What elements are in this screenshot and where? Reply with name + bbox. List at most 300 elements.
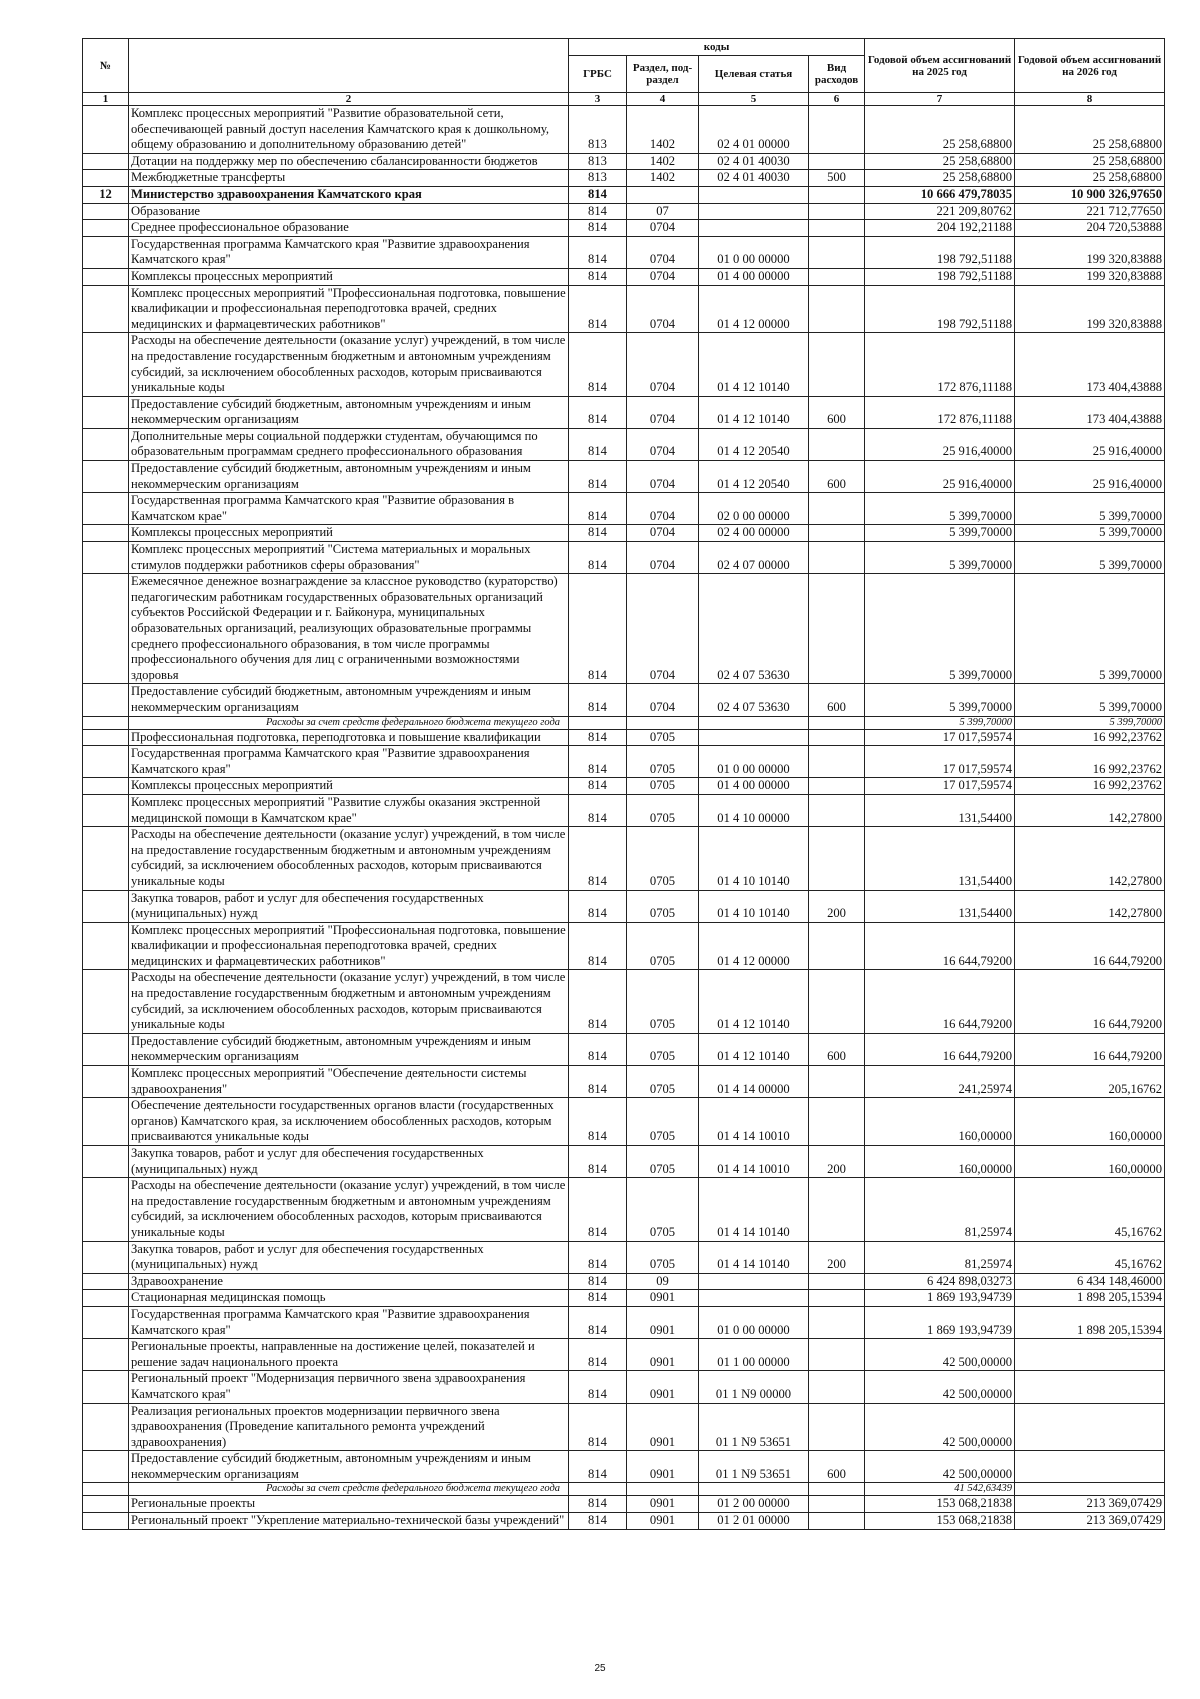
row-amount-2025: 221 209,80762 [865, 203, 1015, 220]
row-name: Комплекс процессных мероприятий "Профессиональная подготовка, повышение квалификации и профессиональная переподготовка врачей, средних медицинских и фармацевтических работников" [129, 922, 569, 970]
row-expense-type: 600 [809, 1451, 865, 1483]
row-amount-2025: 131,54400 [865, 890, 1015, 922]
row-amount-2025: 25 258,68800 [865, 106, 1015, 154]
row-amount-2025: 41 542,63439 [865, 1483, 1015, 1496]
row-amount-2025: 5 399,70000 [865, 574, 1015, 684]
row-name: Дотации на поддержку мер по обеспечению сбалансированности бюджетов [129, 153, 569, 170]
row-name: Комплекс процессных мероприятий "Профессиональная подготовка, повышение квалификации и профессиональная переподготовка врачей, средних медицинских и фармацевтических работников" [129, 285, 569, 333]
row-target [699, 1483, 809, 1496]
table-row [83, 285, 1165, 333]
column-number: 3 [569, 93, 627, 106]
row-number [83, 1033, 129, 1065]
row-expense-type [809, 729, 865, 746]
row-name: Региональные проекты, направленные на достижение целей, показателей и решение задач национального проекта [129, 1339, 569, 1371]
row-amount-2026: 204 720,53888 [1015, 220, 1165, 237]
row-amount-2026 [1015, 1339, 1165, 1371]
table-row [83, 220, 1165, 237]
row-grbs: 814 [569, 1451, 627, 1483]
table-row [83, 890, 1165, 922]
row-target: 01 4 00 00000 [699, 268, 809, 285]
row-amount-2026: 45,16762 [1015, 1241, 1165, 1273]
column-number: 5 [699, 93, 809, 106]
row-amount-2026: 25 916,40000 [1015, 461, 1165, 493]
page-number: 25 [594, 1663, 606, 1674]
row-number [83, 428, 129, 460]
row-section: 0901 [627, 1290, 699, 1307]
table-row [83, 1403, 1165, 1451]
row-amount-2025: 17 017,59574 [865, 729, 1015, 746]
table-row [83, 778, 1165, 795]
row-target: 01 0 00 00000 [699, 236, 809, 268]
row-target: 02 4 01 40030 [699, 170, 809, 187]
column-number: 2 [129, 93, 569, 106]
row-target: 01 0 00 00000 [699, 746, 809, 778]
row-expense-type [809, 716, 865, 729]
row-grbs [569, 716, 627, 729]
column-number: 4 [627, 93, 699, 106]
row-name: Региональный проект "Модернизация первичного звена здравоохранения Камчатского края" [129, 1371, 569, 1403]
row-expense-type [809, 1098, 865, 1146]
row-grbs: 813 [569, 170, 627, 187]
row-name: Комплексы процессных мероприятий [129, 525, 569, 542]
table-row [83, 922, 1165, 970]
row-grbs: 814 [569, 1241, 627, 1273]
row-number [83, 1178, 129, 1241]
row-number [83, 333, 129, 396]
row-number [83, 684, 129, 716]
table-row [83, 1241, 1165, 1273]
row-grbs: 814 [569, 1273, 627, 1290]
row-expense-type [809, 827, 865, 890]
table-row [83, 684, 1165, 716]
row-section: 0705 [627, 1146, 699, 1178]
row-expense-type [809, 746, 865, 778]
row-amount-2025: 16 644,79200 [865, 970, 1015, 1033]
row-expense-type: 600 [809, 396, 865, 428]
row-number [83, 1273, 129, 1290]
row-number [83, 970, 129, 1033]
row-grbs: 814 [569, 1178, 627, 1241]
row-amount-2025: 17 017,59574 [865, 746, 1015, 778]
row-amount-2025: 160,00000 [865, 1098, 1015, 1146]
row-expense-type [809, 1178, 865, 1241]
row-section [627, 716, 699, 729]
row-grbs: 814 [569, 922, 627, 970]
row-expense-type [809, 285, 865, 333]
table-row [83, 1290, 1165, 1307]
table-row [83, 1098, 1165, 1146]
row-number [83, 106, 129, 154]
row-amount-2026: 5 399,70000 [1015, 542, 1165, 574]
row-number [83, 1513, 129, 1530]
row-target: 02 0 00 00000 [699, 493, 809, 525]
row-target: 02 4 07 53630 [699, 574, 809, 684]
row-target: 01 0 00 00000 [699, 1306, 809, 1338]
row-number [83, 396, 129, 428]
row-name: Расходы на обеспечение деятельности (оказание услуг) учреждений, в том числе на предоставление государственным бюджетным и автономным учреждениям субсидий, за исключением обособленных расходов, которым присваиваются уникальные коды [129, 970, 569, 1033]
row-amount-2026: 173 404,43888 [1015, 333, 1165, 396]
row-amount-2025: 198 792,51188 [865, 285, 1015, 333]
row-expense-type [809, 794, 865, 826]
row-section: 0704 [627, 220, 699, 237]
row-number [83, 542, 129, 574]
table-row [83, 827, 1165, 890]
table-row [83, 1371, 1165, 1403]
row-name: Предоставление субсидий бюджетным, автономным учреждениям и иным некоммерческим организациям [129, 461, 569, 493]
row-number [83, 1306, 129, 1338]
row-amount-2026: 16 992,23762 [1015, 778, 1165, 795]
row-number [83, 729, 129, 746]
row-grbs: 814 [569, 1033, 627, 1065]
row-section: 0901 [627, 1496, 699, 1513]
row-grbs: 814 [569, 778, 627, 795]
row-target: 01 4 14 10010 [699, 1098, 809, 1146]
row-amount-2026: 142,27800 [1015, 890, 1165, 922]
row-name: Расходы на обеспечение деятельности (оказание услуг) учреждений, в том числе на предоставление государственным бюджетным и автономным учреждениям субсидий, за исключением обособленных расходов, которым присваиваются уникальные коды [129, 333, 569, 396]
row-section: 1402 [627, 106, 699, 154]
row-section: 0704 [627, 236, 699, 268]
row-section [627, 1483, 699, 1496]
row-expense-type: 200 [809, 1146, 865, 1178]
row-expense-type [809, 428, 865, 460]
row-name: Комплекс процессных мероприятий "Развитие образовательной сети, обеспечивающей равный доступ населения Камчатского края к дошкольному, общему образованию и дополнительному образованию детей" [129, 106, 569, 154]
row-name: Предоставление субсидий бюджетным, автономным учреждениям и иным некоммерческим организациям [129, 396, 569, 428]
row-expense-type [809, 333, 865, 396]
row-amount-2025: 198 792,51188 [865, 268, 1015, 285]
row-number [83, 1290, 129, 1307]
column-number: 7 [865, 93, 1015, 106]
row-grbs: 814 [569, 1371, 627, 1403]
row-amount-2026 [1015, 1483, 1165, 1496]
row-grbs: 814 [569, 236, 627, 268]
row-amount-2025: 1 869 193,94739 [865, 1306, 1015, 1338]
table-row [83, 106, 1165, 154]
budget-table [82, 38, 1165, 1530]
row-number [83, 461, 129, 493]
row-section: 1402 [627, 170, 699, 187]
row-target: 01 4 12 20540 [699, 428, 809, 460]
row-section: 0901 [627, 1306, 699, 1338]
table-row [83, 574, 1165, 684]
row-name: Комплекс процессных мероприятий "Обеспечение деятельности системы здравоохранения" [129, 1066, 569, 1098]
row-amount-2025: 5 399,70000 [865, 716, 1015, 729]
table-row [83, 729, 1165, 746]
row-amount-2025: 204 192,21188 [865, 220, 1015, 237]
row-grbs: 814 [569, 827, 627, 890]
table-body [83, 106, 1165, 1530]
row-name: Образование [129, 203, 569, 220]
row-expense-type [809, 970, 865, 1033]
row-name: Расходы за счет средств федерального бюджета текущего года [129, 1483, 569, 1496]
table-row [83, 493, 1165, 525]
row-expense-type [809, 1273, 865, 1290]
row-section: 0704 [627, 285, 699, 333]
row-amount-2026: 213 369,07429 [1015, 1513, 1165, 1530]
row-grbs: 814 [569, 1306, 627, 1338]
row-grbs: 814 [569, 1146, 627, 1178]
row-section: 0704 [627, 574, 699, 684]
row-amount-2025: 81,25974 [865, 1241, 1015, 1273]
row-amount-2025: 5 399,70000 [865, 525, 1015, 542]
row-target: 01 4 14 10140 [699, 1178, 809, 1241]
row-amount-2026: 213 369,07429 [1015, 1496, 1165, 1513]
row-number [83, 1403, 129, 1451]
table-row [83, 542, 1165, 574]
row-number [83, 778, 129, 795]
row-target: 01 1 N9 53651 [699, 1403, 809, 1451]
row-amount-2026: 16 644,79200 [1015, 922, 1165, 970]
row-amount-2026: 199 320,83888 [1015, 285, 1165, 333]
row-expense-type [809, 203, 865, 220]
table-row [83, 170, 1165, 187]
row-amount-2026: 16 644,79200 [1015, 970, 1165, 1033]
row-amount-2025: 81,25974 [865, 1178, 1015, 1241]
row-amount-2025: 25 916,40000 [865, 428, 1015, 460]
row-number [83, 153, 129, 170]
row-section: 09 [627, 1273, 699, 1290]
table-row [83, 203, 1165, 220]
row-amount-2026: 173 404,43888 [1015, 396, 1165, 428]
row-amount-2026: 160,00000 [1015, 1098, 1165, 1146]
row-target: 01 4 12 00000 [699, 285, 809, 333]
row-expense-type [809, 1496, 865, 1513]
table-row [83, 746, 1165, 778]
row-name: Закупка товаров, работ и услуг для обеспечения государственных (муниципальных) нужд [129, 1146, 569, 1178]
row-expense-type: 600 [809, 461, 865, 493]
row-name: Профессиональная подготовка, переподготовка и повышение квалификации [129, 729, 569, 746]
row-amount-2026: 25 258,68800 [1015, 153, 1165, 170]
row-expense-type [809, 1339, 865, 1371]
budget-sheet [82, 38, 1164, 1530]
row-grbs: 814 [569, 1403, 627, 1451]
row-amount-2025: 16 644,79200 [865, 922, 1015, 970]
row-grbs: 814 [569, 1290, 627, 1307]
row-number [83, 746, 129, 778]
row-section: 0704 [627, 684, 699, 716]
row-expense-type [809, 1513, 865, 1530]
row-section: 0901 [627, 1513, 699, 1530]
row-section: 0704 [627, 428, 699, 460]
row-amount-2025: 5 399,70000 [865, 542, 1015, 574]
row-number [83, 1098, 129, 1146]
table-header [83, 39, 1165, 106]
row-expense-type [809, 186, 865, 203]
row-section: 0705 [627, 729, 699, 746]
row-number [83, 922, 129, 970]
row-number [83, 1451, 129, 1483]
row-expense-type [809, 1483, 865, 1496]
header-target: Целевая статья [699, 56, 809, 93]
table-row [83, 1146, 1165, 1178]
row-amount-2025: 172 876,11188 [865, 333, 1015, 396]
row-number [83, 1241, 129, 1273]
row-number [83, 574, 129, 684]
row-section: 0704 [627, 268, 699, 285]
row-amount-2025: 25 258,68800 [865, 153, 1015, 170]
row-name: Государственная программа Камчатского края "Развитие здравоохранения Камчатского края" [129, 746, 569, 778]
row-name: Региональные проекты [129, 1496, 569, 1513]
row-amount-2026: 6 434 148,46000 [1015, 1273, 1165, 1290]
row-expense-type [809, 236, 865, 268]
row-name: Дополнительные меры социальной поддержки студентам, обучающимся по образовательным программам среднего профессионального образования [129, 428, 569, 460]
row-amount-2026: 16 992,23762 [1015, 729, 1165, 746]
row-name: Комплексы процессных мероприятий [129, 778, 569, 795]
row-grbs: 814 [569, 268, 627, 285]
row-target: 01 4 10 00000 [699, 794, 809, 826]
row-section: 0704 [627, 493, 699, 525]
row-name: Закупка товаров, работ и услуг для обеспечения государственных (муниципальных) нужд [129, 1241, 569, 1273]
row-amount-2025: 160,00000 [865, 1146, 1015, 1178]
table-row [83, 236, 1165, 268]
row-section: 0901 [627, 1403, 699, 1451]
row-target: 01 2 01 00000 [699, 1513, 809, 1530]
row-target: 01 4 14 10140 [699, 1241, 809, 1273]
row-amount-2026: 45,16762 [1015, 1178, 1165, 1241]
header-number: № [83, 39, 129, 93]
row-target [699, 186, 809, 203]
row-expense-type [809, 1403, 865, 1451]
row-number [83, 1371, 129, 1403]
row-amount-2026: 221 712,77650 [1015, 203, 1165, 220]
row-grbs: 814 [569, 729, 627, 746]
row-amount-2026: 16 644,79200 [1015, 1033, 1165, 1065]
row-name: Комплексы процессных мероприятий [129, 268, 569, 285]
row-amount-2026 [1015, 1403, 1165, 1451]
row-section: 0705 [627, 1241, 699, 1273]
row-section: 0705 [627, 1066, 699, 1098]
row-amount-2026: 205,16762 [1015, 1066, 1165, 1098]
table-row [83, 1066, 1165, 1098]
row-number [83, 203, 129, 220]
row-amount-2025: 5 399,70000 [865, 684, 1015, 716]
header-section: Раздел, под-раздел [627, 56, 699, 93]
row-name: Межбюджетные трансферты [129, 170, 569, 187]
row-section: 0705 [627, 922, 699, 970]
table-row [83, 1339, 1165, 1371]
row-amount-2025: 6 424 898,03273 [865, 1273, 1015, 1290]
row-grbs: 814 [569, 1339, 627, 1371]
column-number: 6 [809, 93, 865, 106]
row-grbs: 814 [569, 1066, 627, 1098]
row-target: 01 1 N9 00000 [699, 1371, 809, 1403]
row-name: Региональный проект "Укрепление материально-технической базы учреждений" [129, 1513, 569, 1530]
row-amount-2025: 241,25974 [865, 1066, 1015, 1098]
row-expense-type [809, 542, 865, 574]
table-row [83, 970, 1165, 1033]
row-expense-type [809, 1290, 865, 1307]
row-name: Расходы за счет средств федерального бюджета текущего года [129, 716, 569, 729]
row-section: 1402 [627, 153, 699, 170]
row-name: Министерство здравоохранения Камчатского края [129, 186, 569, 203]
row-target: 01 4 12 20540 [699, 461, 809, 493]
row-grbs: 813 [569, 106, 627, 154]
row-number [83, 716, 129, 729]
row-amount-2026: 142,27800 [1015, 827, 1165, 890]
row-expense-type [809, 493, 865, 525]
row-amount-2026: 5 399,70000 [1015, 574, 1165, 684]
row-section: 0705 [627, 827, 699, 890]
row-grbs: 814 [569, 542, 627, 574]
row-section: 0705 [627, 794, 699, 826]
row-amount-2025: 42 500,00000 [865, 1451, 1015, 1483]
table-row [83, 1273, 1165, 1290]
row-section: 07 [627, 203, 699, 220]
row-section: 0705 [627, 1178, 699, 1241]
row-target: 02 4 07 53630 [699, 684, 809, 716]
row-amount-2025: 16 644,79200 [865, 1033, 1015, 1065]
row-expense-type [809, 220, 865, 237]
row-target: 01 4 12 10140 [699, 1033, 809, 1065]
row-amount-2025: 1 869 193,94739 [865, 1290, 1015, 1307]
table-row [83, 268, 1165, 285]
row-target [699, 716, 809, 729]
table-row [83, 153, 1165, 170]
row-grbs: 814 [569, 794, 627, 826]
federal-funds-row [83, 716, 1165, 729]
table-row [83, 333, 1165, 396]
row-amount-2026: 10 900 326,97650 [1015, 186, 1165, 203]
row-section [627, 186, 699, 203]
row-expense-type [809, 1306, 865, 1338]
row-number [83, 268, 129, 285]
header-codes: коды [569, 39, 865, 56]
row-number [83, 794, 129, 826]
row-grbs: 814 [569, 574, 627, 684]
row-section: 0705 [627, 1098, 699, 1146]
row-section: 0705 [627, 778, 699, 795]
row-amount-2026: 1 898 205,15394 [1015, 1290, 1165, 1307]
row-grbs: 814 [569, 285, 627, 333]
table-row [83, 525, 1165, 542]
row-expense-type: 200 [809, 890, 865, 922]
row-target: 01 4 00 00000 [699, 778, 809, 795]
row-amount-2025: 5 399,70000 [865, 493, 1015, 525]
header-year-2026: Годовой объем ассигнований на 2026 год [1015, 39, 1165, 93]
row-section: 0704 [627, 542, 699, 574]
row-name: Государственная программа Камчатского края "Развитие здравоохранения Камчатского края" [129, 236, 569, 268]
row-expense-type [809, 574, 865, 684]
row-amount-2025: 153 068,21838 [865, 1513, 1015, 1530]
federal-funds-row [83, 1483, 1165, 1496]
row-name: Здравоохранение [129, 1273, 569, 1290]
row-section: 0705 [627, 746, 699, 778]
row-target: 02 4 01 40030 [699, 153, 809, 170]
row-grbs: 814 [569, 890, 627, 922]
row-amount-2026: 25 258,68800 [1015, 170, 1165, 187]
row-amount-2026: 1 898 205,15394 [1015, 1306, 1165, 1338]
row-section: 0704 [627, 396, 699, 428]
row-number [83, 236, 129, 268]
row-name: Обеспечение деятельности государственных органов власти (государственных органов) Камчатского края, за исключением обособленных расходов, которым присваиваются уникальные коды [129, 1098, 569, 1146]
table-row [83, 794, 1165, 826]
row-grbs: 814 [569, 203, 627, 220]
row-target [699, 1290, 809, 1307]
row-target: 01 4 10 10140 [699, 827, 809, 890]
row-amount-2025: 25 916,40000 [865, 461, 1015, 493]
row-amount-2025: 153 068,21838 [865, 1496, 1015, 1513]
row-amount-2025: 131,54400 [865, 794, 1015, 826]
row-name: Реализация региональных проектов модернизации первичного звена здравоохранения (Проведение капитального ремонта учреждений здравоохранения) [129, 1403, 569, 1451]
row-target: 01 4 12 10140 [699, 396, 809, 428]
row-number [83, 170, 129, 187]
row-expense-type: 200 [809, 1241, 865, 1273]
row-target: 02 4 01 00000 [699, 106, 809, 154]
row-number: 12 [83, 186, 129, 203]
row-expense-type [809, 106, 865, 154]
row-amount-2025: 42 500,00000 [865, 1371, 1015, 1403]
row-name: Предоставление субсидий бюджетным, автономным учреждениям и иным некоммерческим организациям [129, 1033, 569, 1065]
row-amount-2026: 199 320,83888 [1015, 236, 1165, 268]
